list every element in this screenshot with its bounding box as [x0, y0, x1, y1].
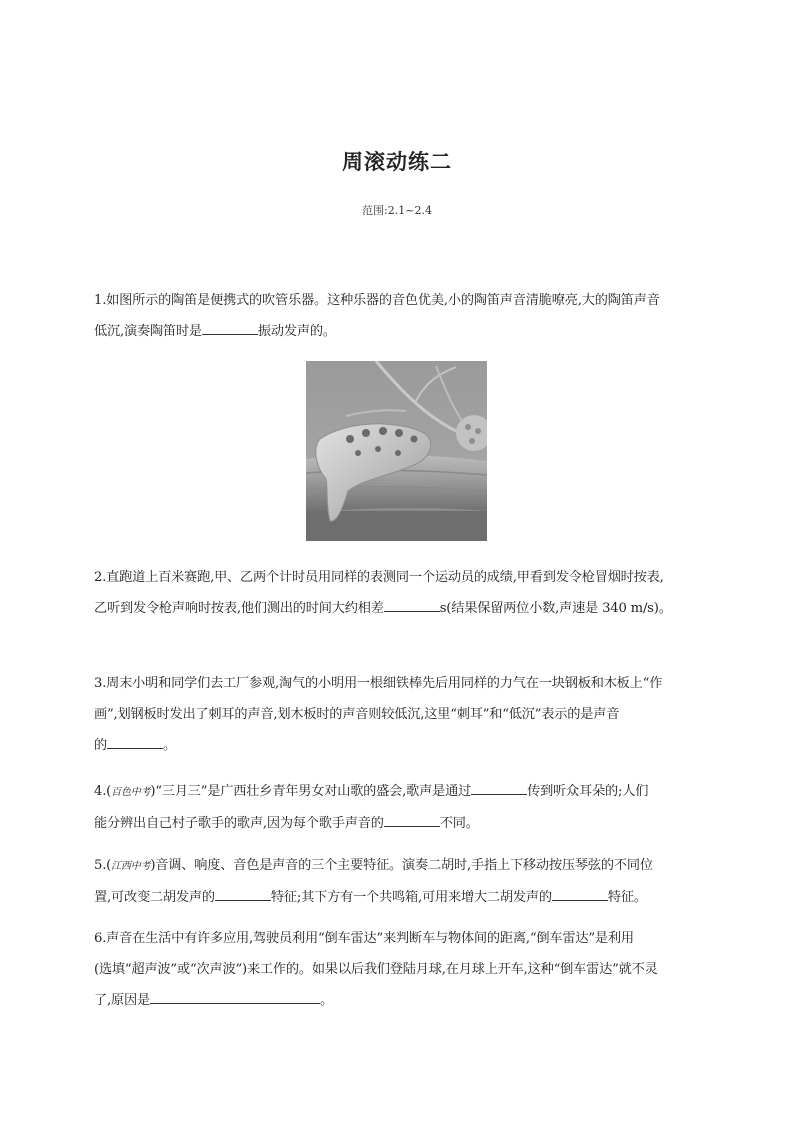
question-3-line-1: 3.周末小明和同学们去工厂参观,淘气的小明用一根细铁棒先后用同样的力气在一块钢板和木板上“作	[94, 676, 663, 691]
question-3-line-3: 的 。	[94, 730, 706, 761]
ocarina-illustration	[306, 361, 487, 541]
question-6-line-3: 了,原因是 。	[94, 985, 706, 1016]
question-1-line-1: 1.如图所示的陶笛是便携式的吹管乐器。这种乐器的音色优美,小的陶笛声音清脆嘹亮,大的陶笛声音	[94, 293, 660, 308]
answer-blank[interactable]	[384, 812, 440, 827]
exam-source: 百色中考	[111, 787, 151, 798]
question-3-line-2: 画”,划钢板时发出了刺耳的声音,划木板时的声音则较低沉,这里“刺耳”和“低沉”表示的是声音	[94, 707, 620, 722]
page-title: 周滚动练二	[342, 149, 452, 174]
answer-blank[interactable]	[202, 320, 258, 335]
question-2-line-2: 乙听到发令枪声响时按表,他们测出的时间大约相差 s(结果保留两位小数,声速是 340 m/s)。	[94, 593, 706, 624]
question-4-line-1: 4.(百色中考)“三月三”是广西壮乡青年男女对山歌的盛会,歌声是通过 传到听众耳朵的;人们	[94, 776, 706, 808]
question-2-line-1: 2.直跑道上百米赛跑,甲、乙两个计时员用同样的表测同一个运动员的成绩,甲看到发令枪冒烟时按表,	[94, 570, 664, 585]
question-4	[94, 776, 706, 839]
answer-blank[interactable]	[384, 597, 440, 612]
question-3	[94, 668, 706, 761]
ocarina-photo	[306, 361, 487, 541]
question-6-line-2: (选填“超声波”或“次声波”)来工作的。如果以后我们登陆月球,在月球上开车,这种“倒车雷达”就不灵	[94, 962, 658, 977]
question-1	[94, 285, 706, 347]
answer-blank[interactable]	[150, 989, 320, 1004]
question-4-line-2: 能分辨出自己村子歌手的歌声,因为每个歌手声音的 不同。	[94, 808, 706, 839]
exam-source: 江西中考	[111, 861, 151, 872]
question-2	[94, 562, 706, 624]
question-5	[94, 850, 706, 913]
answer-blank[interactable]	[471, 780, 527, 795]
question-1-line-2: 低沉,演奏陶笛时是 振动发声的。	[94, 316, 706, 347]
question-5-line-2: 置,可改变二胡发声的 特征;其下方有一个共鸣箱,可用来增大二胡发声的 特征。	[94, 882, 706, 913]
answer-blank[interactable]	[107, 734, 163, 749]
question-5-line-1: 5.(江西中考)音调、响度、音色是声音的三个主要特征。演奏二胡时,手指上下移动按压琴弦的不同位	[94, 858, 653, 873]
range-label: 范围:2.1~2.4	[362, 204, 432, 217]
question-6-line-1: 6.声音在生活中有许多应用,驾驶员利用“倒车雷达”来判断车与物体间的距离,“倒车雷达”是利用	[94, 931, 634, 946]
question-6	[94, 923, 706, 1016]
answer-blank[interactable]	[215, 886, 271, 901]
answer-blank[interactable]	[552, 886, 608, 901]
